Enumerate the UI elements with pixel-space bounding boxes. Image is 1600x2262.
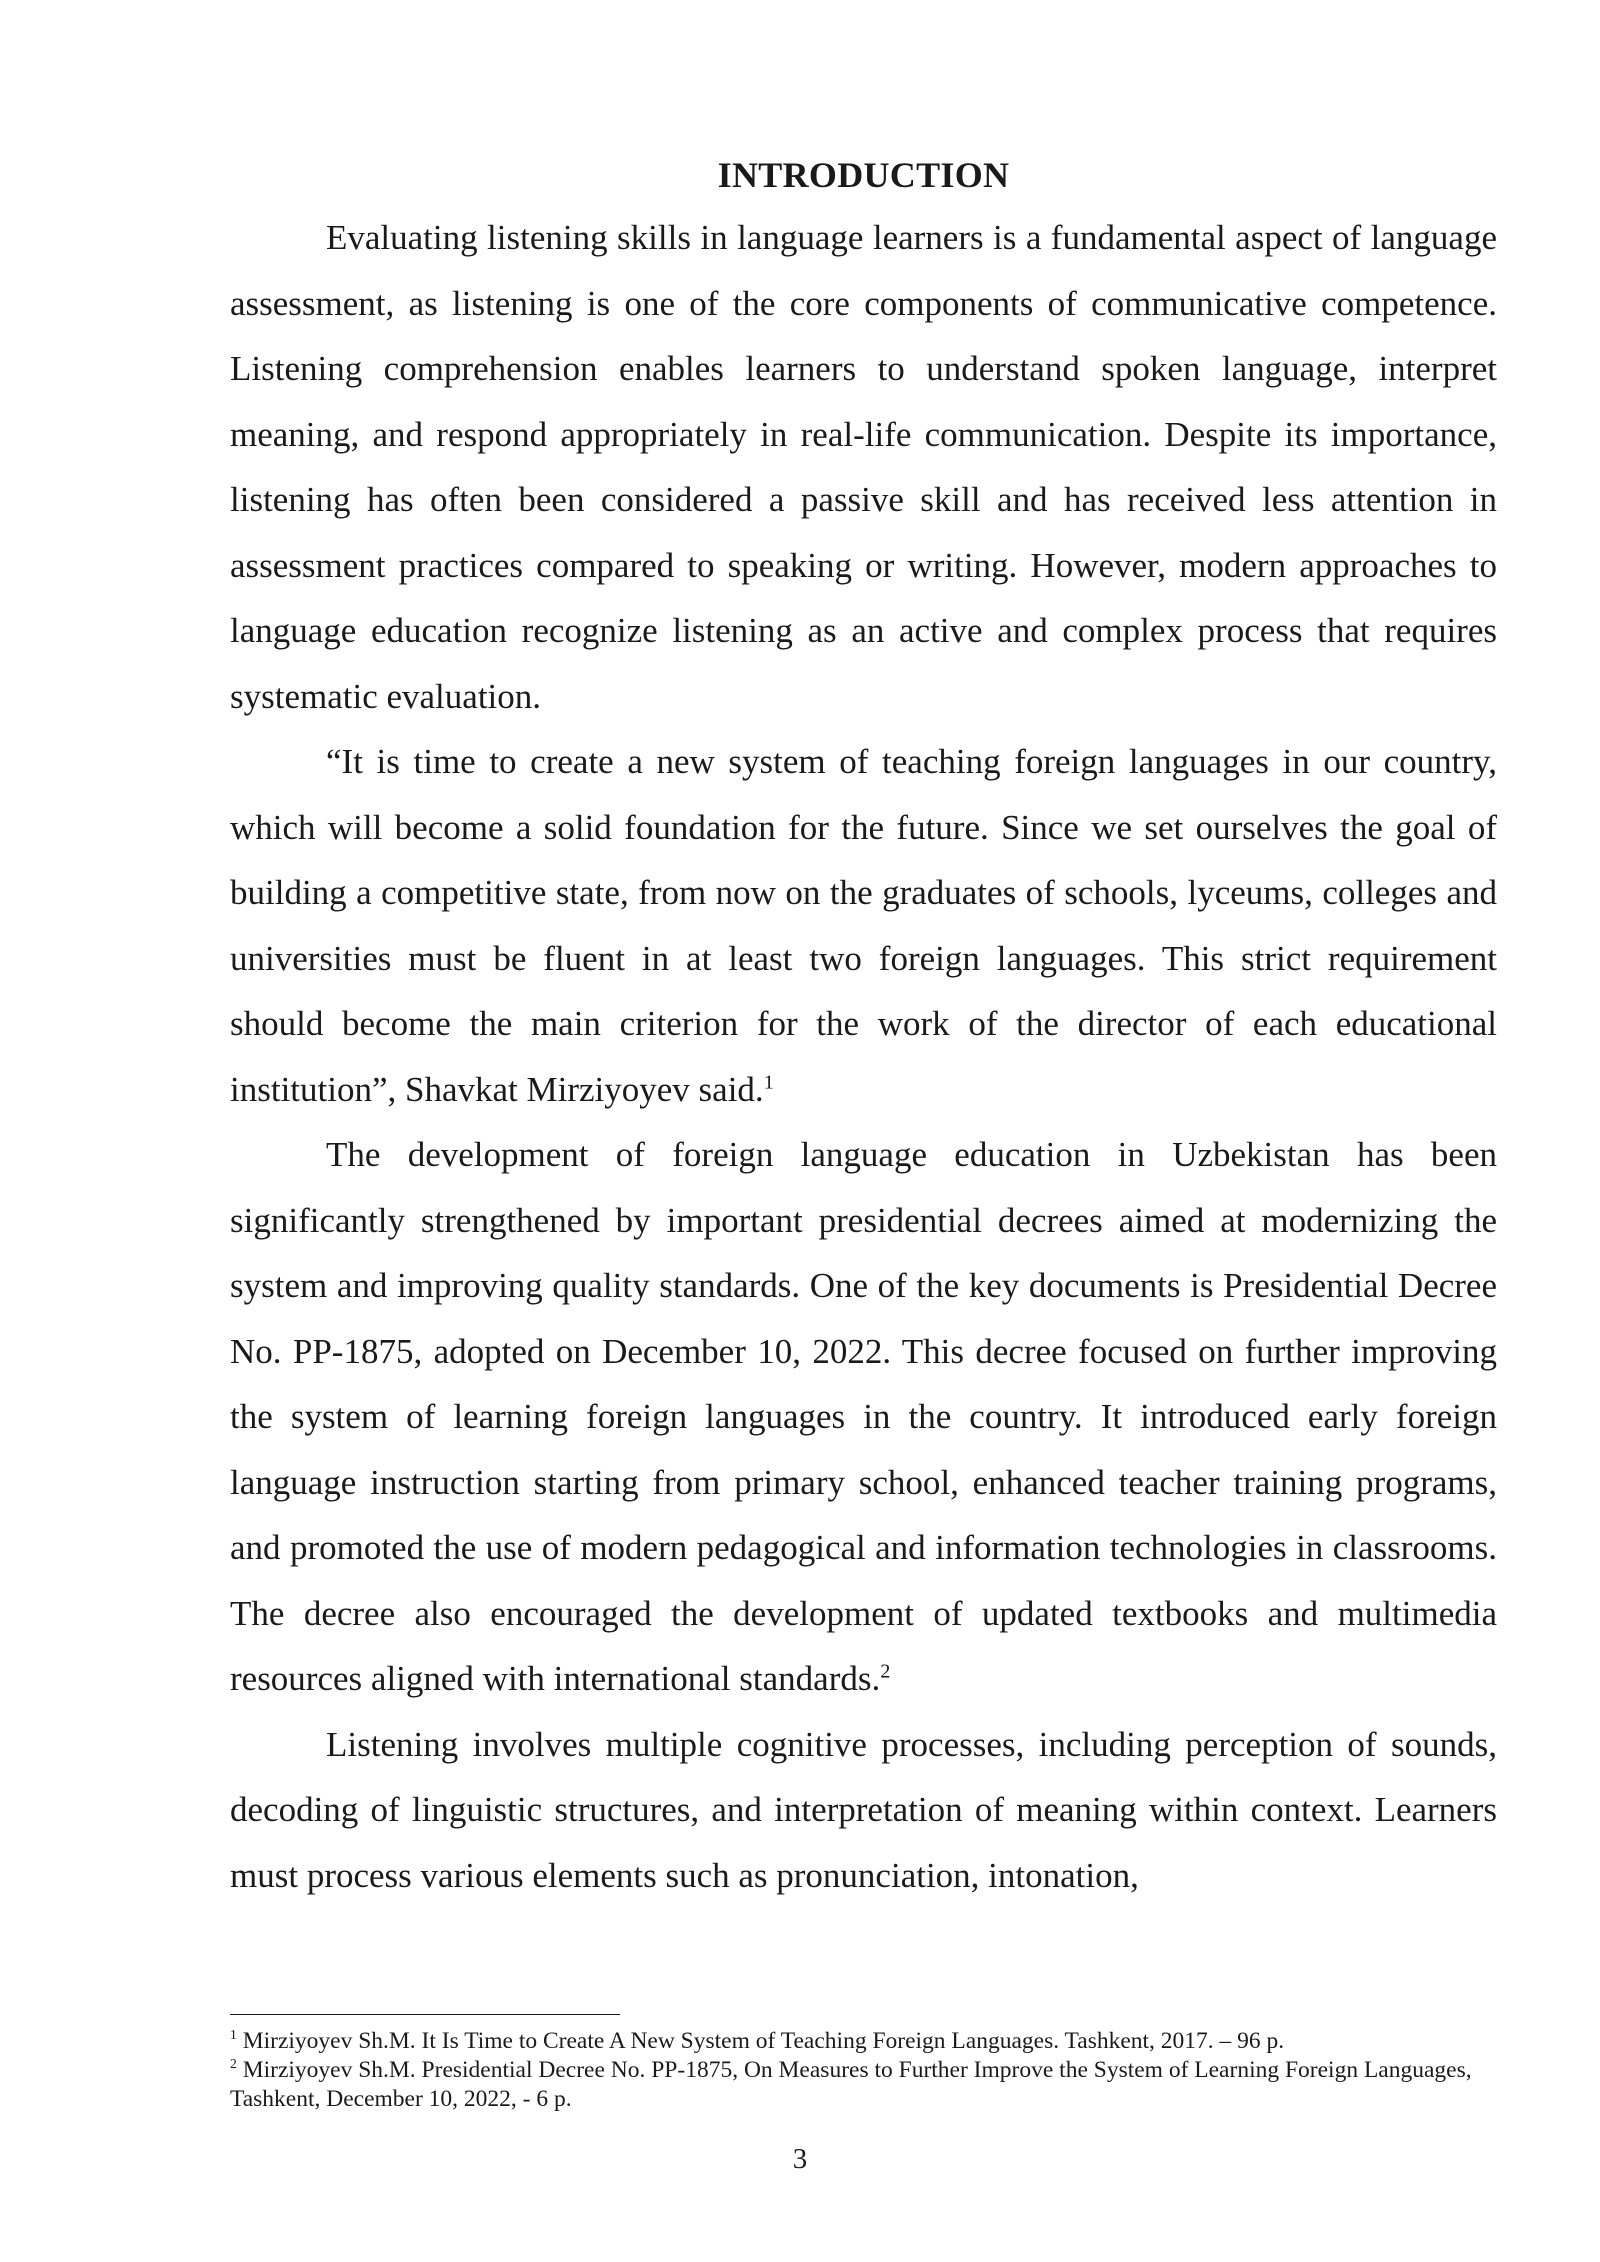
footnote-2 <box>230 2056 1497 2114</box>
paragraph-4 <box>230 1712 1497 1909</box>
footnote-reference[interactable]: 1 <box>763 1070 774 1093</box>
paragraph-2 <box>230 729 1497 1122</box>
paragraph-text: Listening involves multiple cognitive processes, including perception of sounds, decoding of linguistic structures, and interpretation of meaning within context. Learners must process various elements such as pronunciation, intonation, <box>230 1724 1497 1895</box>
paragraph-3 <box>230 1122 1497 1712</box>
footnote-separator <box>230 2014 620 2015</box>
body-content <box>230 145 1497 1908</box>
paragraph-text: “It is time to create a new system of teaching foreign languages in our country, which will become a solid foundation for the future. Since we set ourselves the goal of building a competitive state, from now on the graduates of schools, lyceums, colleges and universities must be fluent in at least two foreign languages. This strict requirement should become the main criterion for the work of the director of each educational institution”, Shavkat Mirziyoyev said. <box>230 742 1497 1109</box>
page-number: 3 <box>792 2143 808 2175</box>
paragraph-1 <box>230 205 1497 729</box>
section-heading: INTRODUCTION <box>717 155 1010 195</box>
paragraph-text: Evaluating listening skills in language learners is a fundamental aspect of language assessment, as listening is one of the core components of communicative competence. Listening comprehension enables learners to understand spoken language, interpret meaning, and respond appropriately in real-life communication. Despite its importance, listening has often been considered a passive skill and has received less attention in assessment practices compared to speaking or writing. However, modern approaches to language education recognize listening as an active and complex process that requires systematic evaluation. <box>230 218 1497 716</box>
footnote-1 <box>230 2027 1497 2056</box>
footnotes <box>230 2027 1497 2114</box>
footnote-mark: 2 <box>230 2056 237 2072</box>
paragraph-text: The development of foreign language education in Uzbekistan has been significantly strengthened by important presidential decrees aimed at modernizing the system and improving quality standards. One of the key documents is Presidential Decree No. PP-1875, adopted on December 10, 2022. This decree focused on further improving the system of learning foreign languages in the country. It introduced early foreign language instruction starting from primary school, enhanced teacher training programs, and promoted the use of modern pedagogical and information technologies in classrooms. The decree also encouraged the development of updated textbooks and multimedia resources aligned with international standards. <box>230 1135 1497 1698</box>
footnote-reference[interactable]: 2 <box>880 1660 891 1683</box>
footnote-text: Mirziyoyev Sh.M. Presidential Decree No. PP-1875, On Measures to Further Improve the System of Learning Foreign Languages, Tashkent, December 10, 2022, - 6 p. <box>230 2057 1472 2112</box>
footnote-text: Mirziyoyev Sh.M. It Is Time to Create A New System of Teaching Foreign Languages. Tashkent, 2017. – 96 p. <box>236 2028 1285 2054</box>
footnote-mark: 1 <box>230 2027 237 2043</box>
